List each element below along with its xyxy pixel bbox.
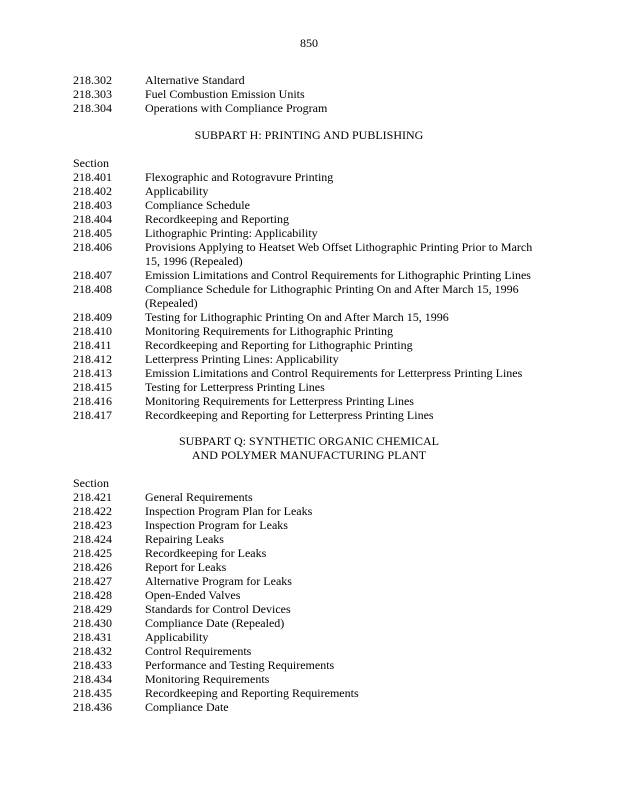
section-number: 218.417 xyxy=(73,408,112,422)
section-number: 218.436 xyxy=(73,700,112,714)
section-title: Monitoring Requirements xyxy=(145,672,270,686)
table-row xyxy=(73,560,553,574)
table-row xyxy=(73,588,553,602)
section-title: Recordkeeping and Reporting Requirements xyxy=(145,686,359,700)
section-number: 218.408 xyxy=(73,282,112,296)
table-row xyxy=(73,170,553,184)
section-number: 218.426 xyxy=(73,560,112,574)
subpart-q-heading-line1: SUBPART Q: SYNTHETIC ORGANIC CHEMICAL xyxy=(179,434,439,448)
subpart-q-entries xyxy=(73,476,553,714)
section-title: Standards for Control Devices xyxy=(145,602,291,616)
section-number: 218.410 xyxy=(73,324,112,338)
table-row xyxy=(73,366,553,380)
section-label: Section xyxy=(73,156,109,170)
table-row xyxy=(73,282,553,296)
table-row-continuation xyxy=(73,296,553,310)
table-row xyxy=(73,226,553,240)
section-number: 218.402 xyxy=(73,184,112,198)
subpart-h-entries xyxy=(73,156,553,422)
table-row xyxy=(73,240,553,254)
table-row xyxy=(73,644,553,658)
table-row xyxy=(73,73,553,87)
table-row-continuation xyxy=(73,254,553,268)
section-title: Report for Leaks xyxy=(145,560,227,574)
section-number: 218.404 xyxy=(73,212,112,226)
table-row xyxy=(73,630,553,644)
section-title: Applicability xyxy=(145,184,209,198)
section-number: 218.431 xyxy=(73,630,112,644)
section-number: 218.403 xyxy=(73,198,112,212)
section-title: Compliance Date (Repealed) xyxy=(145,616,285,630)
section-title: Compliance Schedule for Lithographic Printing On and After March 15, 1996 xyxy=(145,282,519,296)
section-number: 218.430 xyxy=(73,616,112,630)
table-row xyxy=(73,616,553,630)
section-number: 218.425 xyxy=(73,546,112,560)
section-number: 218.416 xyxy=(73,394,112,408)
section-title: Compliance Date xyxy=(145,700,229,714)
section-title: Monitoring Requirements for Lithographic Printing xyxy=(145,324,393,338)
section-title-continuation: 15, 1996 (Repealed) xyxy=(145,254,243,268)
section-title: Recordkeeping and Reporting for Letterpress Printing Lines xyxy=(145,408,434,422)
table-row xyxy=(73,338,553,352)
table-row xyxy=(73,198,553,212)
section-title: Provisions Applying to Heatset Web Offset Lithographic Printing Prior to March xyxy=(145,240,533,254)
section-title: Recordkeeping and Reporting xyxy=(145,212,289,226)
section-title: Operations with Compliance Program xyxy=(145,101,328,115)
section-number: 218.434 xyxy=(73,672,112,686)
table-row xyxy=(73,87,553,101)
section-title: Compliance Schedule xyxy=(145,198,250,212)
table-row xyxy=(73,574,553,588)
section-number: 218.423 xyxy=(73,518,112,532)
table-row xyxy=(73,268,553,282)
section-number: 218.428 xyxy=(73,588,112,602)
section-title: Recordkeeping and Reporting for Lithographic Printing xyxy=(145,338,413,352)
section-number: 218.424 xyxy=(73,532,112,546)
table-row xyxy=(73,672,553,686)
section-title: Alternative Standard xyxy=(145,73,245,87)
section-title: Recordkeeping for Leaks xyxy=(145,546,267,560)
table-row xyxy=(73,546,553,560)
section-number: 218.415 xyxy=(73,380,112,394)
top-entries xyxy=(73,73,553,115)
table-row xyxy=(73,408,553,422)
section-number: 218.409 xyxy=(73,310,112,324)
table-row xyxy=(73,602,553,616)
section-number: 218.303 xyxy=(73,87,112,101)
table-row xyxy=(73,212,553,226)
section-title: Fuel Combustion Emission Units xyxy=(145,87,305,101)
subpart-h-heading: SUBPART H: PRINTING AND PUBLISHING xyxy=(194,128,424,142)
section-title: Emission Limitations and Control Requirements for Letterpress Printing Lines xyxy=(145,366,523,380)
table-row xyxy=(73,310,553,324)
section-title: Monitoring Requirements for Letterpress Printing Lines xyxy=(145,394,414,408)
section-title: Lithographic Printing: Applicability xyxy=(145,226,318,240)
subpart-q-heading-line2: AND POLYMER MANUFACTURING PLANT xyxy=(191,448,427,462)
section-title: Testing for Letterpress Printing Lines xyxy=(145,380,325,394)
table-row xyxy=(73,101,553,115)
section-number: 218.406 xyxy=(73,240,112,254)
section-number: 218.427 xyxy=(73,574,112,588)
table-row xyxy=(73,700,553,714)
table-row xyxy=(73,686,553,700)
section-title: Control Requirements xyxy=(145,644,252,658)
section-number: 218.433 xyxy=(73,658,112,672)
table-row xyxy=(73,504,553,518)
section-title: Testing for Lithographic Printing On and After March 15, 1996 xyxy=(145,310,449,324)
section-label: Section xyxy=(73,476,109,490)
section-title: Emission Limitations and Control Requirements for Lithographic Printing Lines xyxy=(145,268,531,282)
section-title: Flexographic and Rotogravure Printing xyxy=(145,170,334,184)
table-row xyxy=(73,324,553,338)
table-row xyxy=(73,380,553,394)
section-title: Performance and Testing Requirements xyxy=(145,658,335,672)
section-number: 218.401 xyxy=(73,170,112,184)
section-title-continuation: (Repealed) xyxy=(145,296,198,310)
section-title: Inspection Program Plan for Leaks xyxy=(145,504,313,518)
section-number: 218.432 xyxy=(73,644,112,658)
section-number: 218.413 xyxy=(73,366,112,380)
section-title: Inspection Program for Leaks xyxy=(145,518,288,532)
section-title: Applicability xyxy=(145,630,209,644)
section-number: 218.435 xyxy=(73,686,112,700)
table-row xyxy=(73,490,553,504)
section-title: Letterpress Printing Lines: Applicability xyxy=(145,352,339,366)
section-number: 218.422 xyxy=(73,504,112,518)
section-title: Open-Ended Valves xyxy=(145,588,241,602)
section-title: Alternative Program for Leaks xyxy=(145,574,292,588)
table-row xyxy=(73,394,553,408)
page-number: 850 xyxy=(300,36,318,50)
section-number: 218.405 xyxy=(73,226,112,240)
table-row xyxy=(73,658,553,672)
section-title: General Requirements xyxy=(145,490,253,504)
table-row xyxy=(73,518,553,532)
table-row xyxy=(73,352,553,366)
section-number: 218.302 xyxy=(73,73,112,87)
section-number: 218.411 xyxy=(73,338,112,352)
section-number: 218.429 xyxy=(73,602,112,616)
section-number: 218.407 xyxy=(73,268,112,282)
section-number: 218.421 xyxy=(73,490,112,504)
section-number: 218.304 xyxy=(73,101,112,115)
section-title: Repairing Leaks xyxy=(145,532,224,546)
table-row xyxy=(73,532,553,546)
section-number: 218.412 xyxy=(73,352,112,366)
table-row xyxy=(73,184,553,198)
